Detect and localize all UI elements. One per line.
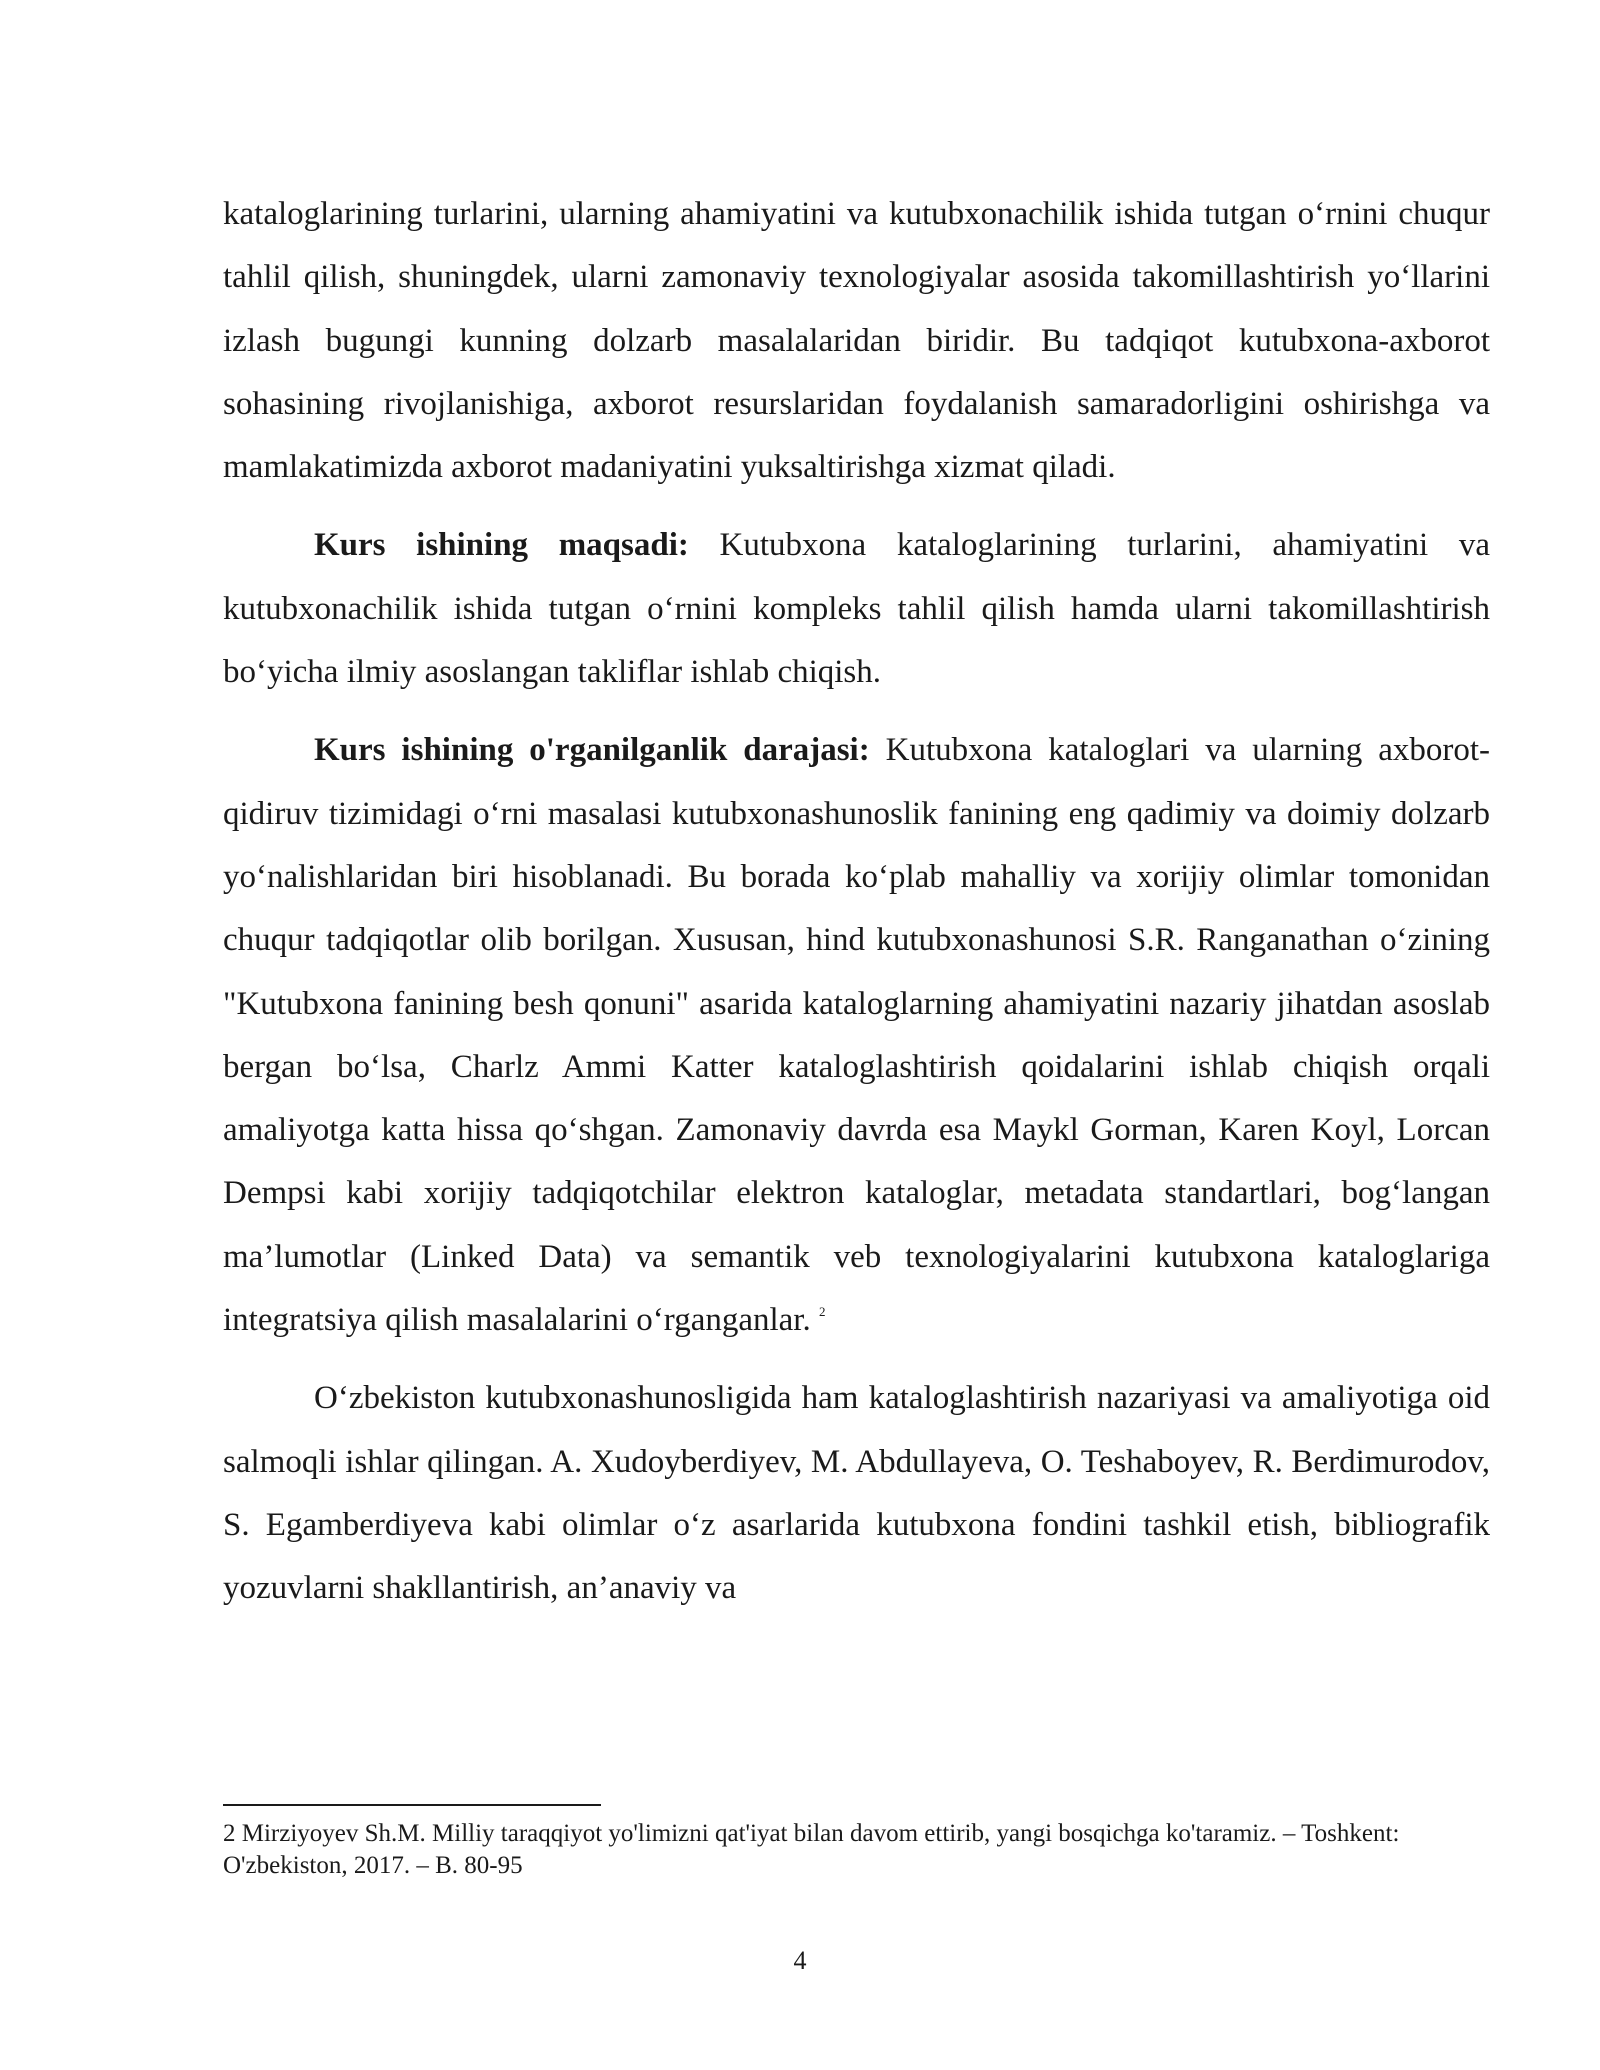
paragraph-intro-continuation: kataloglarining turlarini, ularning ahamiyatini va kutubxonachilik ishida tutgan o‘rnini chuqur tahlil qilish, shuningdek, ularni zamonaviy texnologiyalar asosida takomillashtirish yo‘llarini izlash bugungi kunning dolzarb masalalaridan biridir. Bu tadqiqot kutubxona-axborot sohasining rivojlanishiga, axborot resurslaridan foydalanish samaradorligini oshirishga va mamlakatimizda axborot madaniyatini yuksaltirishga xizmat qiladi. [223,196,1490,486]
research-level-heading: Kurs ishining o'rganilganlik darajasi: [314,732,870,769]
page-number: 4 [793,1946,807,1975]
body-text [223,183,1490,1621]
research-level-text: Kutubxona kataloglari va ularning axborot-qidiruv tizimidagi o‘rni masalasi kutubxonashunoslik fanining eng qadimiy va doimiy dolzarb yo‘nalishlaridan biri hisoblanadi. Bu borada ko‘plab mahalliy va xorijiy olimlar tomonidan chuqur tadqiqotlar olib borilgan. Xususan, hind kutubxonashunosi S.R. Ranganathan o‘zining "Kutubxona fanining besh qonuni" asarida kataloglarning ahamiyatini nazariy jihatdan asoslab bergan bo‘lsa, Charlz Ammi Katter kataloglashtirish qoidalarini ishlab chiqish orqali amaliyotga katta hissa qo‘shgan. Zamonaviy davrda esa Maykl Gorman, Karen Koyl, Lorcan Dempsi kabi xorijiy tadqiqotchilar elektron kataloglar, metadata standartlari, bog‘langan ma’lumotlar (Linked Data) va semantik veb texnologiyalarini kutubxona kataloglariga integratsiya qilish masalalarini o‘rganganlar. [223,732,1490,1339]
course-goal-text: Kutubxona kataloglarining turlarini, ahamiyatini va kutubxonachilik ishida tutgan o‘rnini kompleks tahlil qilish hamda ularni takomillashtirish bo‘yicha ilmiy asoslangan takliflar ishlab chiqish. [223,527,1490,691]
paragraph-course-goal [223,514,1490,704]
paragraph-uzbek-research: O‘zbekiston kutubxonashunosligida ham kataloglashtirish nazariyasi va amaliyotiga oid salmoqli ishlar qilingan. A. Xudoyberdiyev, M. Abdullayeva, O. Teshaboyev, R. Berdimurodov, S. Egamberdiyeva kabi olimlar o‘z asarlarida kutubxona fondini tashkil etish, bibliografik yozuvlarni shakllantirish, an’anaviy va [223,1380,1490,1607]
course-goal-heading: Kurs ishining maqsadi: [314,527,689,564]
footnote: 2 Mirziyoyev Sh.M. Milliy taraqqiyot yo'limizni qat'iyat bilan davom ettirib, yangi bosqichga ko'taramiz. – Toshkent: O'zbekiston, 2017. – B. 80-95 [223,1820,1400,1879]
footnote-separator [223,1804,601,1806]
paragraph-research-level [223,719,1490,1352]
footnote-reference[interactable]: 2 [818,1304,826,1320]
